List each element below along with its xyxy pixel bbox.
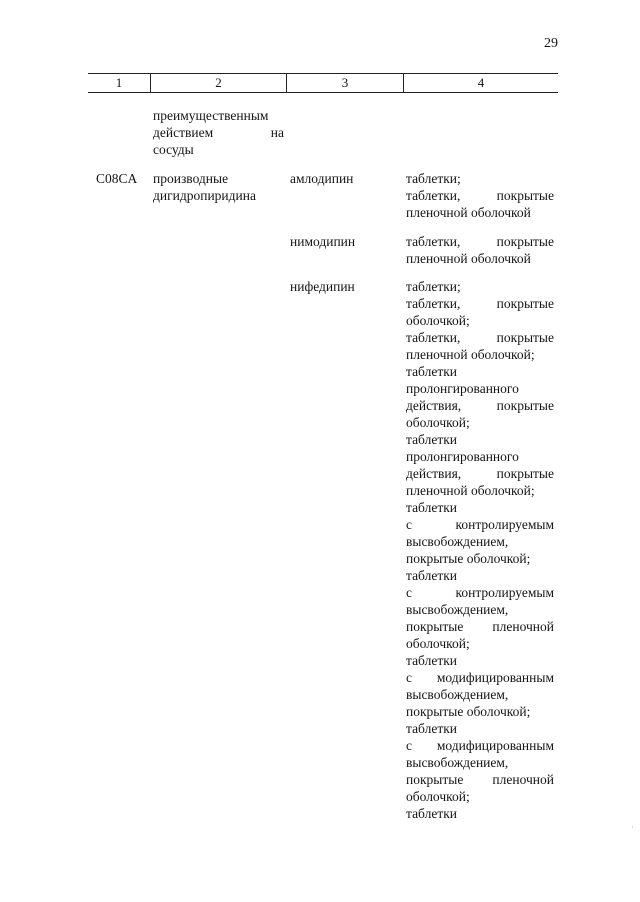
text-line: высвобождением, <box>406 687 509 702</box>
text-line: пленочной оболочкой <box>406 205 531 220</box>
text-line: таблетки <box>406 806 458 821</box>
header-col-2: 2 <box>215 75 222 90</box>
text-line: с модифицированным <box>406 738 554 753</box>
text-line: пролонгированного <box>406 449 519 464</box>
table-header <box>88 73 558 93</box>
text-line: покрытые оболочкой; <box>406 551 531 566</box>
text-line: таблетки; <box>406 171 461 186</box>
text-line: покрытые оболочкой; <box>406 704 531 719</box>
atc-code: C08CA <box>96 171 138 186</box>
continuation-group-text <box>153 107 284 158</box>
text-line: пленочной оболочкой <box>406 251 531 266</box>
text-line: таблетки, покрытые <box>406 188 554 203</box>
text-line: преимущественным <box>153 108 269 123</box>
text-line: пленочной оболочкой; <box>406 483 535 498</box>
text-line: производные <box>153 171 229 186</box>
text-line: оболочкой; <box>406 313 470 328</box>
text-line: действием на <box>153 125 284 140</box>
drug-name-nifedipine: нифедипин <box>290 279 355 294</box>
text-line: оболочкой; <box>406 415 470 430</box>
text-line: с контролируемым <box>406 517 554 532</box>
text-line: таблетки, покрытые <box>406 296 554 311</box>
text-line: таблетки, покрытые <box>406 234 554 249</box>
text-line: таблетки <box>406 432 458 447</box>
text-line: таблетки <box>406 568 458 583</box>
drug-name-nimodipine: нимодипин <box>290 234 356 249</box>
text-line: оболочкой; <box>406 636 470 651</box>
text-line: таблетки <box>406 653 458 668</box>
text-line: действия, покрытые <box>406 466 554 481</box>
text-line: покрытые пленочной <box>406 619 554 634</box>
page-number: 29 <box>544 36 558 51</box>
text-line: высвобождением, <box>406 534 509 549</box>
text-line: оболочкой; <box>406 789 470 804</box>
text-line: таблетки; <box>406 279 461 294</box>
group-name <box>153 170 288 204</box>
dosage-forms-nimodipine <box>406 233 554 267</box>
dosage-forms-amlodipine <box>406 170 554 221</box>
text-line: с контролируемым <box>406 585 554 600</box>
header-col-4: 4 <box>477 75 485 90</box>
drug-name-amlodipine: амлодипин <box>290 171 354 186</box>
text-line: высвобождением, <box>406 602 509 617</box>
text-line: сосуды <box>153 142 194 157</box>
header-col-3: 3 <box>341 75 349 90</box>
header-col-1: 1 <box>115 75 123 90</box>
text-line: высвобождением, <box>406 755 509 770</box>
text-line: действия, покрытые <box>406 398 554 413</box>
text-line: пролонгированного <box>406 381 519 396</box>
dosage-forms-nifedipine <box>406 278 554 822</box>
text-line: покрытые пленочной <box>406 772 554 787</box>
text-line: пленочной оболочкой; <box>406 347 535 362</box>
text-line: дигидропиридина <box>153 188 256 203</box>
text-line: таблетки, покрытые <box>406 330 554 345</box>
text-line: таблетки <box>406 500 458 515</box>
scan-artifact: · <box>631 822 634 832</box>
text-line: таблетки <box>406 364 458 379</box>
text-line: с модифицированным <box>406 670 554 685</box>
text-line: таблетки <box>406 721 458 736</box>
